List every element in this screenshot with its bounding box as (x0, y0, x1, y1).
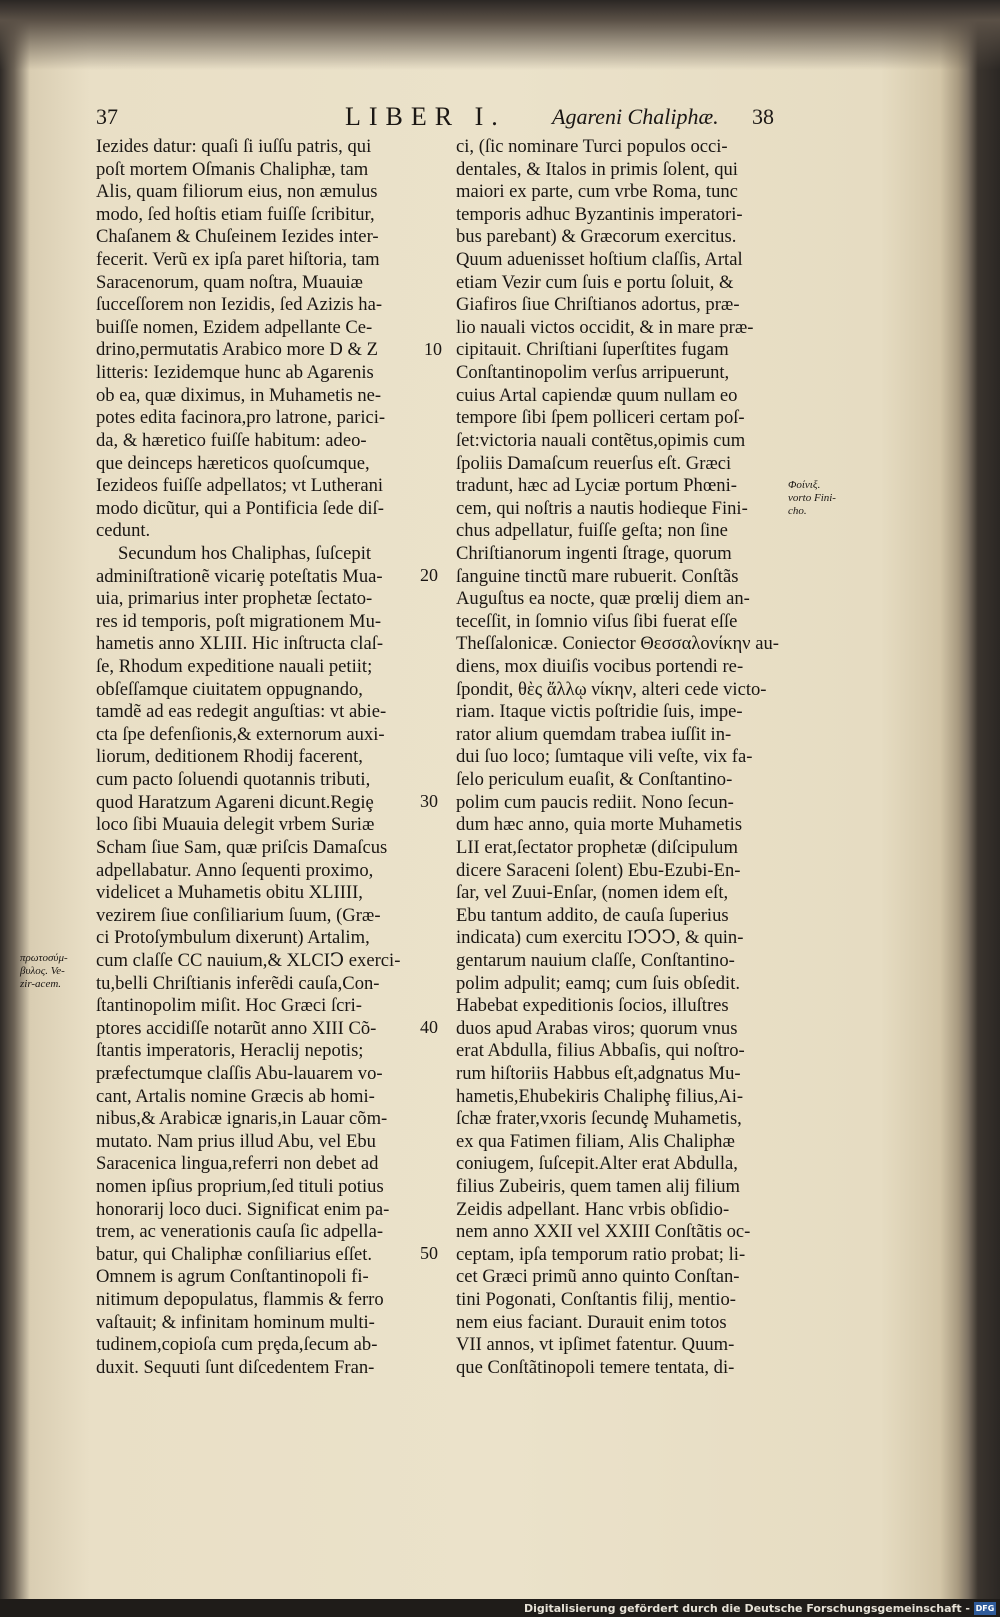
text-line: ob ea, quæ diximus, in Muhametis ne- (96, 384, 382, 406)
text-line: Zeidis adpellant. Hanc vrbis obſidio- (456, 1198, 730, 1220)
text-line: rum hiſtoriis Habbus eſt,adgnatus Mu- (456, 1062, 741, 1084)
text-line: adminiſtrationẽ vicariȩ poteſtatis Mua- (96, 565, 383, 587)
text-line: Ebu tantum addito, de cauſa ſuperius (456, 904, 729, 926)
text-line: uia, primarius inter prophetæ ſectato- (96, 588, 373, 610)
line-number-40: 40 (420, 1017, 438, 1037)
text-line: dum hæc anno, quia morte Muhametis (456, 814, 743, 836)
text-line: Iezideos fuiſſe adpellatos; vt Lutherani (96, 475, 384, 497)
text-line: cum claſſe CC nauium,& XLCIↃ exerci- (96, 949, 401, 971)
text-line: Giafiros ſiue Chriſtianos adortus, præ- (456, 294, 740, 316)
text-line: Saracenorum, quam noſtra, Muauiæ (96, 271, 363, 293)
text-line: hametis,Ehubekiris Chaliphȩ filius,Ai- (456, 1085, 744, 1107)
text-line: polim cum paucis rediit. Nono ſecun- (456, 791, 734, 813)
text-line: etiam Vezir cum ſuis e portu ſoluit, & (456, 271, 734, 293)
line-number-30: 30 (420, 791, 438, 811)
text-line: tini Pogonati, Conſtantis filij, mentio- (456, 1289, 736, 1311)
text-line: potes edita facinora,pro latrone, parici- (96, 407, 386, 429)
text-line: quod Haratzum Agareni dicunt.Regiȩ (96, 791, 374, 813)
text-line: drino,permutatis Arabico more D & Z (96, 339, 378, 361)
text-line: tudinem,copioſa cum prȩda,ſecum ab- (96, 1334, 378, 1356)
text-line: Auguſtus ea nocte, quæ prœlij diem an- (456, 588, 750, 610)
text-line: que Conſtãtinopoli temere tentata, di- (456, 1356, 735, 1378)
text-line: maiori ex parte, cum vrbe Roma, tunc (456, 181, 738, 203)
text-line: tu,belli Chriſtianis inferẽdi cauſa,Con- (96, 972, 380, 994)
text-line: ceptam, ipſa temporum ratio probat; li- (456, 1243, 746, 1265)
margin-note-right-line: cho. (788, 505, 807, 517)
text-line: poſt mortem Oſmanis Chaliphæ, tam (96, 158, 369, 180)
text-line: ex qua Fatimen filiam, Alis Chaliphæ (456, 1130, 735, 1152)
text-line: ſet:victoria nauali contẽtus,opimis cum (456, 429, 746, 451)
text-line: dentales, & Italos in primis ſolent, qui (456, 158, 738, 180)
margin-note-left-line: βυλος. Ve- (20, 965, 65, 977)
text-line: Habebat expeditionis ſocios, illuſtres (456, 995, 729, 1017)
text-line: duxit. Sequuti ſunt diſcedentem Fran- (96, 1356, 375, 1378)
text-line: nem eius faciant. Durauit enim totos (456, 1311, 727, 1333)
text-line: ſucceſſorem non Iezidis, ſed Azizis ha- (96, 294, 383, 316)
text-line: Saracenica lingua,referri non debet ad (96, 1153, 379, 1175)
text-line: cta ſpe defenſionis,& externorum auxi- (96, 723, 385, 745)
line-number-10: 10 (424, 339, 442, 359)
text-line: riam. Itaque victis poſtridie ſuis, impe- (456, 701, 743, 723)
text-line: Scham ſiue Sam, quæ priſcis Damaſcus (96, 836, 388, 858)
text-line: ſchæ frater,vxoris ſecundȩ Muhametis, (456, 1108, 742, 1130)
text-line: ci, (ſic nominare Turci populos occi- (456, 136, 728, 157)
text-line: bus parebant) & Græcorum exercitus. (456, 226, 737, 248)
margin-note-right-line: Φοίνιξ. (788, 479, 821, 491)
page-header (0, 104, 1000, 140)
text-line: videlicet a Muhametis obitu XLIIII, (96, 882, 363, 904)
text-line: nibus,& Arabicæ ignaris,in Lauar cõm- (96, 1108, 388, 1130)
text-line: Omnem is agrum Conſtantinopoli fi- (96, 1266, 369, 1288)
page-number-left: 37 (96, 104, 118, 129)
text-line: temporis adhuc Byzantinis imperatori- (456, 203, 743, 225)
margin-note-left (20, 952, 68, 991)
book-section-title: LIBER I. (345, 102, 506, 131)
text-line: Quum aduenisset hoſtium claſſis, Artal (456, 249, 743, 271)
text-line: gentarum nauium claſſe, Conſtantino- (456, 949, 735, 971)
right-text-column (456, 136, 786, 1380)
text-line: ci Protoſymbulum dixerunt) Artalim, (96, 927, 370, 949)
running-title: Agareni Chaliphæ. (552, 104, 719, 129)
text-line: indicata) cum exercitu IↃↃↃ, & quin- (456, 927, 744, 949)
line-number-20: 20 (420, 565, 438, 585)
text-line: tamdẽ ad eas redegit anguſtias: vt abie- (96, 701, 387, 723)
footer-bar (0, 1599, 1000, 1617)
text-line: vezirem ſiue conſiliarium ſuum, (Græ- (96, 904, 381, 926)
text-line: da, & hæretico fuiſſe habitum: adeo- (96, 429, 367, 451)
text-line: ſar, vel Zuui-Enſar, (nomen idem eſt, (456, 882, 729, 904)
text-line: Secundum hos Chaliphas, ſuſcepit (118, 542, 372, 564)
text-line: nomen ipſius proprium,ſed tituli potius (96, 1176, 384, 1198)
text-line: tradunt, hæc ad Lyciæ portum Phœni- (456, 475, 737, 497)
text-line: hametis anno XLIII. Hic inſtructa claſ- (96, 633, 384, 655)
text-line: batur, qui Chaliphæ conſiliarius eſſet. (96, 1243, 373, 1265)
text-line: mutato. Nam prius illud Abu, vel Ebu (96, 1130, 376, 1152)
text-line: nem anno XXII vel XXIII Conſtãtis oc- (456, 1221, 751, 1243)
text-line: cem, qui noſtris a nautis hodieque Fini- (456, 497, 748, 519)
text-line: res id temporis, poſt migrationem Mu- (96, 610, 382, 632)
text-line: litteris: Iezidemque hunc ab Agarenis (96, 362, 374, 384)
text-line: diens, mox diuiſis vocibus portendi re- (456, 656, 744, 678)
text-line: ſtantinopolim miſit. Hoc Græci ſcri- (96, 995, 362, 1017)
text-line: lio nauali victos occidit, & in mare præ- (456, 316, 754, 338)
text-line: adpellabatur. Anno ſequenti proximo, (96, 859, 374, 881)
text-line: tempore ſibi ſpem polliceri certam poſ- (456, 407, 745, 429)
text-line: Chaſanem & Chuſeinem Iezides inter- (96, 226, 379, 248)
text-line: rator alium quemdam trabea iuſſit in- (456, 723, 732, 745)
text-line: cipitauit. Chriſtiani ſuperſtites fugam (456, 339, 729, 361)
text-line: ſpondit, θὲς ἄλλῳ νίκην, alteri cede victo- (456, 678, 767, 700)
margin-note-right (788, 479, 836, 518)
text-line: liorum, deditionem Rhodij facerent, (96, 746, 363, 768)
text-line: honorarij loco duci. Significat enim pa- (96, 1198, 390, 1220)
text-line: vaſtauit; & infinitam hominum multi- (96, 1311, 375, 1333)
footer-credit: Digitalisierung gefördert durch die Deutsche Forschungsgemeinschaft - (523, 1602, 970, 1615)
margin-note-left-line: πρωτοσύμ- (20, 952, 68, 964)
line-number-50: 50 (420, 1243, 438, 1263)
text-line: præfectumque claſſis Abu-lauarem vo- (96, 1062, 383, 1084)
dfg-logo: DFG (975, 1604, 995, 1613)
text-line: teceſſit, in ſomnio viſus ſibi fuerat eſſe (456, 610, 738, 632)
text-line: ſelo periculum euaſit, & Conſtantino- (456, 769, 733, 791)
text-line: trem, ac venerationis cauſa ſic adpella- (96, 1221, 384, 1243)
text-line: Conſtantinopolim verſus arripuerunt, (456, 362, 730, 384)
text-line: dicere Saraceni ſolent) Ebu-Ezubi-En- (456, 859, 741, 881)
text-line: loco ſibi Muauia delegit vrbem Suriæ (96, 814, 375, 836)
text-line: modo, ſed hoſtis etiam fuiſſe ſcribitur, (96, 203, 375, 225)
text-line: erat Abdulla, filius Abbaſis, qui noſtro- (456, 1040, 745, 1062)
text-line: ſe, Rhodum expeditione nauali petiit; (96, 656, 373, 678)
text-line: que deinceps hæreticos quoſcumque, (96, 452, 370, 474)
page-number-right: 38 (752, 104, 774, 129)
text-line: dui ſuo loco; ſumtaque vili veſte, vix fa- (456, 746, 753, 768)
text-line: nitimum depopulatus, flammis & ferro (96, 1289, 384, 1311)
text-line: cedunt. (96, 520, 151, 542)
text-line: coniugem, ſuſcepit.Alter erat Abdulla, (456, 1153, 738, 1175)
text-line: obſeſſamque ciuitatem oppugnando, (96, 678, 363, 700)
text-line: fecerit. Verũ ex ipſa paret hiſtoria, tam (96, 249, 380, 271)
text-line: Alis, quam filiorum eius, non æmulus (96, 181, 378, 203)
text-line: duos apud Arabas viros; quorum vnus (456, 1017, 738, 1039)
text-line: filius Zubeiris, quem tamen alij filium (456, 1176, 741, 1198)
text-line: ptores accidiſſe notarũt anno XIII Cõ- (96, 1017, 377, 1039)
margin-note-right-line: vorto Fini- (788, 492, 836, 504)
text-line: cuius Artal capiendæ quum nullam eo (456, 384, 738, 406)
text-line: ſanguine tinctũ mare rubuerit. Conſtãs (456, 565, 739, 587)
text-line: VII annos, vt ipſimet fatentur. Quum- (456, 1334, 735, 1356)
text-line: ſpoliis Damaſcum reuerſus eſt. Græci (456, 452, 732, 474)
text-line: cant, Artalis nomine Græcis ab homi- (96, 1085, 375, 1107)
text-line: Chriſtianorum ingenti ſtrage, quorum (456, 542, 732, 564)
margin-note-left-line: zir-acem. (20, 978, 62, 990)
text-line: polim adpulit; eamq; cum ſuis obſedit. (456, 972, 741, 994)
text-line: cum pacto ſoluendi quotannis tributi, (96, 769, 371, 791)
text-line: cet Græci primũ anno quinto Conſtan- (456, 1266, 740, 1288)
text-line: ſtantis imperatoris, Heraclij nepotis; (96, 1040, 364, 1062)
text-line: chus adpellatur, fuiſſe geſta; non ſine (456, 520, 728, 542)
text-line: Iezides datur: quaſi ſi iuſſu patris, qui (96, 136, 372, 157)
text-line: modo dicũtur, qui a Pontificia ſede diſ- (96, 497, 384, 519)
text-line: LII erat,ſectator prophetæ (diſcipulum (456, 836, 738, 858)
text-line: Theſſalonicæ. Coniector Θεσσαλονίκην au- (456, 633, 779, 655)
text-line: buiſſe nomen, Ezidem adpellante Ce- (96, 316, 373, 338)
left-text-column (96, 136, 426, 1380)
